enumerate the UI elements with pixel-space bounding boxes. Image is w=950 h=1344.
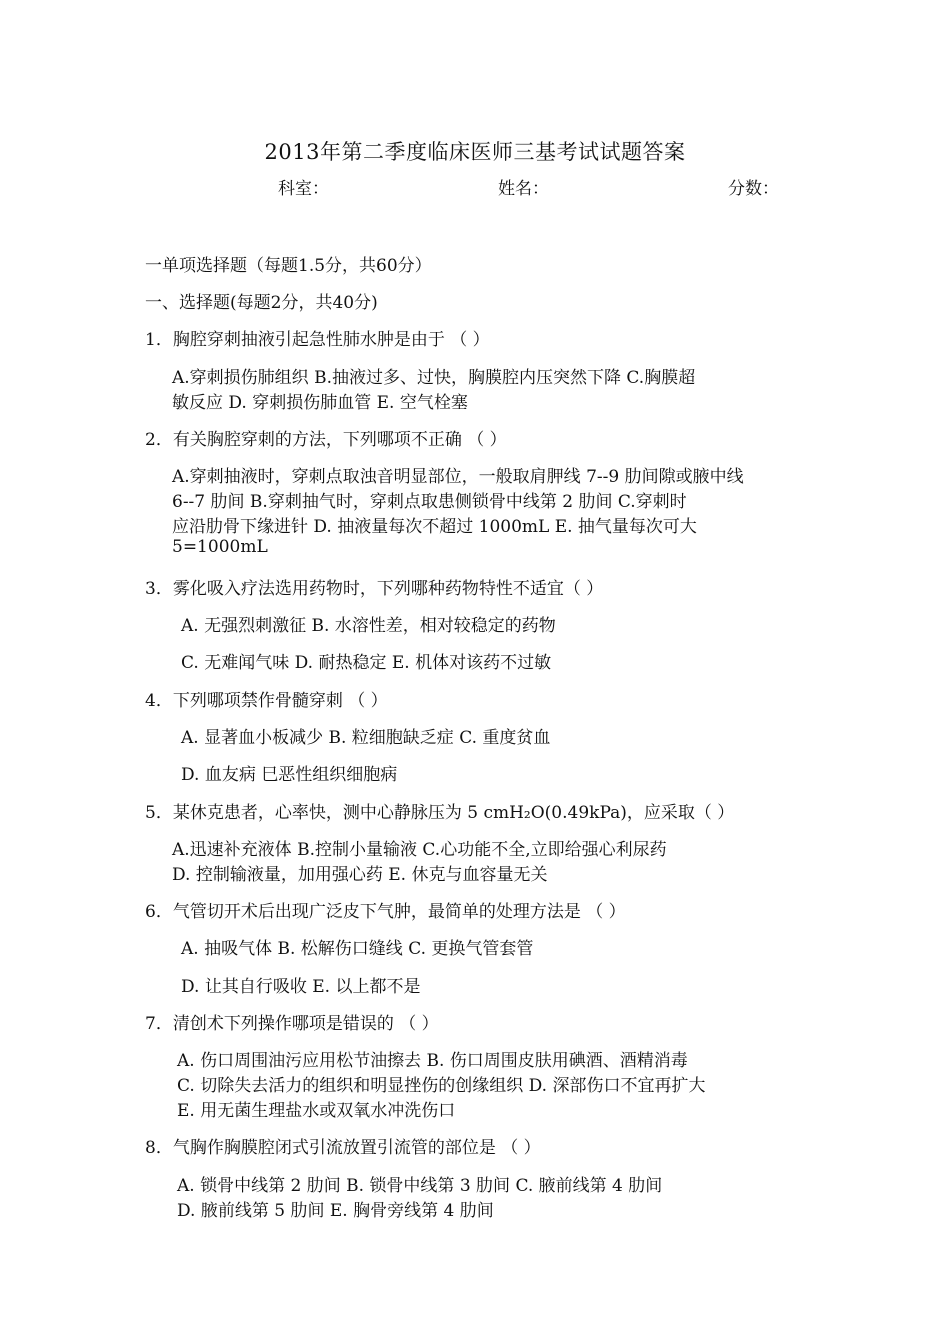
question-1-options-line-1: A.穿刺损伤肺组织 B.抽液过多、过快，胸膜腔内压突然下降 C.胸膜超 <box>172 368 696 388</box>
question-1-options-line-2: 敏反应 D. 穿刺损伤肺血管 E. 空气栓塞 <box>172 393 468 413</box>
question-1-stem: 1．胸腔穿刺抽液引起急性肺水肿是由于 （ ） <box>145 330 490 350</box>
question-3-options-line-1: A. 无强烈刺激征 B. 水溶性差，相对较稳定的药物 <box>181 616 556 636</box>
question-7-options-line-2: C. 切除失去活力的组织和明显挫伤的创缘组织 D. 深部伤口不宜再扩大 <box>177 1076 706 1096</box>
question-2-options-line-2: 6--7 肋间 B.穿刺抽气时，穿刺点取患侧锁骨中线第 2 肋间 C.穿刺时 <box>172 492 687 512</box>
section-heading-1: 一单项选择题（每题1.5分，共60分） <box>145 256 432 276</box>
question-5-options-line-1: A.迅速补充液体 B.控制小量输液 C.心功能不全,立即给强心利尿药 <box>172 840 667 860</box>
question-2-options-line-3: 应沿肋骨下缘进针 D. 抽液量每次不超过 1000mL E. 抽气量每次可大 <box>172 517 697 537</box>
score-label: 分数： <box>728 179 779 199</box>
question-7-options-line-3: E. 用无菌生理盐水或双氧水冲洗伤口 <box>177 1101 456 1121</box>
section-heading-2: 一、选择题(每题2分，共40分) <box>145 293 378 313</box>
question-8-options-line-1: A. 锁骨中线第 2 肋间 B. 锁骨中线第 3 肋间 C. 腋前线第 4 肋间 <box>177 1176 663 1196</box>
question-2-stem: 2．有关胸腔穿刺的方法，下列哪项不正确 （ ） <box>145 430 507 450</box>
question-7-options-line-1: A. 伤口周围油污应用松节油擦去 B. 伤口周围皮肤用碘酒、酒精消毒 <box>177 1051 688 1071</box>
question-3-options-line-2: C. 无难闻气味 D. 耐热稳定 E. 机体对该药不过敏 <box>181 653 552 673</box>
question-4-options-line-2: D. 血友病 巳恶性组织细胞病 <box>181 765 398 785</box>
question-8-stem: 8．气胸作胸膜腔闭式引流放置引流管的部位是 （ ） <box>145 1138 541 1158</box>
question-8-options-line-2: D. 腋前线第 5 肋间 E. 胸骨旁线第 4 肋间 <box>177 1201 494 1221</box>
question-6-options-line-2: D. 让其自行吸收 E. 以上都不是 <box>181 977 421 997</box>
question-6-options-line-1: A. 抽吸气体 B. 松解伤口缝线 C. 更换气管套管 <box>181 939 534 959</box>
question-4-options-line-1: A. 显著血小板减少 B. 粒细胞缺乏症 C. 重度贫血 <box>181 728 551 748</box>
name-label: 姓名： <box>498 179 549 199</box>
doc-title: 2013年第二季度临床医师三基考试试题答案 <box>264 140 686 164</box>
question-2-options-line-4: 5=1000mL <box>172 537 268 557</box>
question-2-options-line-1: A.穿刺抽液时，穿刺点取浊音明显部位，一般取肩胛线 7--9 肋间隙或腋中线 <box>172 467 744 487</box>
dept-label: 科室： <box>278 179 329 199</box>
question-6-stem: 6．气管切开术后出现广泛皮下气肿，最简单的处理方法是 （ ） <box>145 902 626 922</box>
question-5-stem: 5．某休克患者，心率快，测中心静脉压为 5 cmH₂O(0.49kPa)，应采取（ ） <box>145 803 735 823</box>
question-3-stem: 3．雾化吸入疗法选用药物时，下列哪种药物特性不适宜（ ） <box>145 579 604 599</box>
question-5-options-line-2: D. 控制输液量，加用强心药 E. 休克与血容量无关 <box>172 865 548 885</box>
question-4-stem: 4．下列哪项禁作骨髓穿刺 （ ） <box>145 691 388 711</box>
question-7-stem: 7．清创术下列操作哪项是错误的 （ ） <box>145 1014 439 1034</box>
